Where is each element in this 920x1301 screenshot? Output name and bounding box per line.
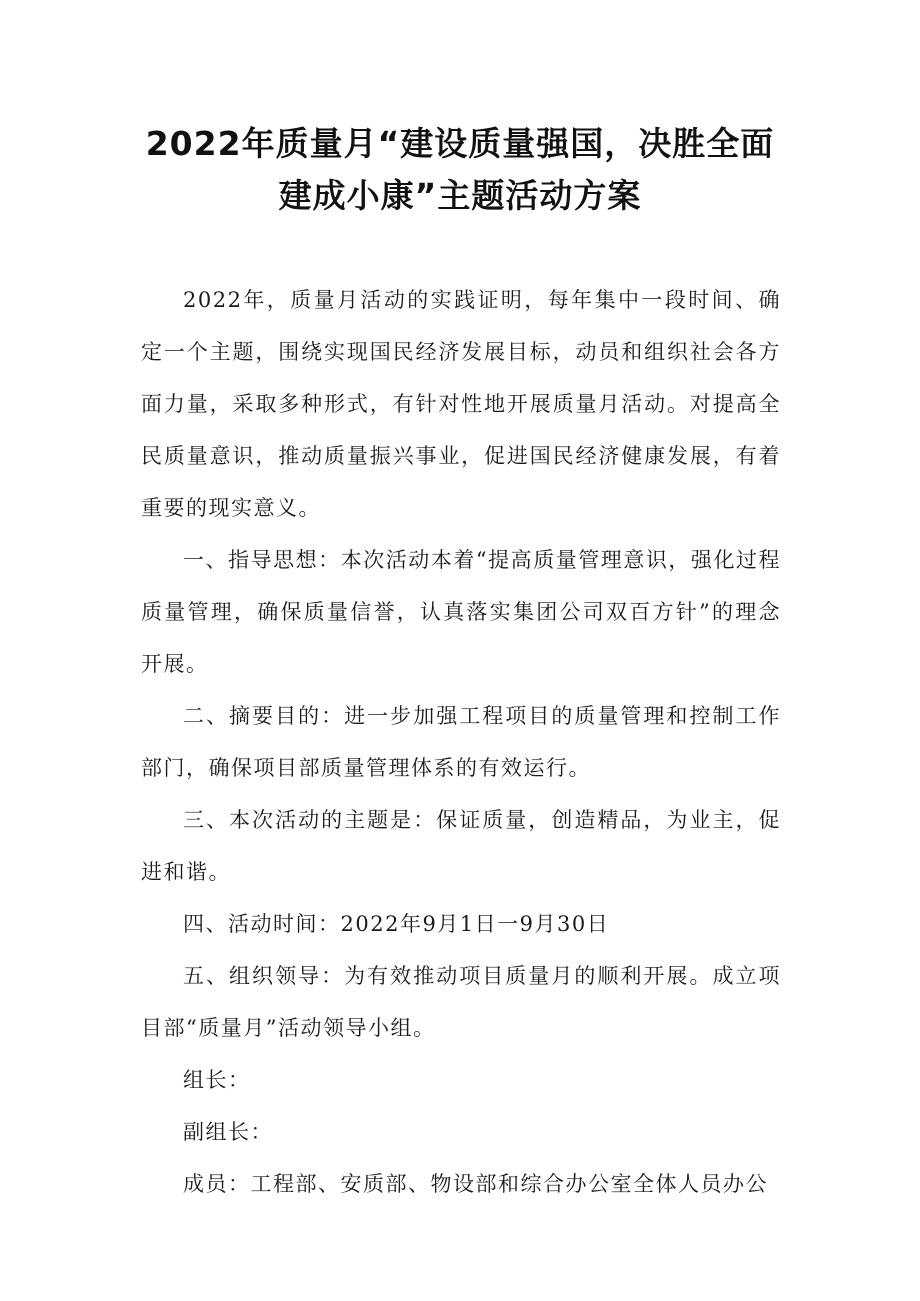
activity-time-paragraph: 四、活动时间：2022年9月1日一9月30日	[183, 912, 610, 936]
organization-paragraph: 五、组织领导：为有效推动项目质量月的顺利开展。成立项目部“质量月”活动领导小组。	[141, 964, 781, 1040]
purpose-paragraph: 二、摘要目的：进一步加强工程项目的质量管理和控制工作部门，确保项目部质量管理体系的有效运行。	[141, 704, 781, 780]
team-leader-paragraph: 组长：	[183, 1068, 251, 1092]
intro-paragraph: 2022年，质量月活动的实践证明，每年集中一段时间、确定一个主题，围绕实现国民经济发展目标，动员和组织社会各方面力量，采取多种形式，有针对性地开展质量月活动。对提高全民质量意识，推动质量振兴事业，促进国民经济健康发展，有着重要的现实意义。	[141, 288, 781, 520]
deputy-leader-paragraph: 副组长：	[183, 1120, 273, 1144]
theme-paragraph: 三、本次活动的主题是：保证质量，创造精品，为业主，促进和谐。	[141, 808, 781, 884]
document-title-line-2: 建成小康”主题活动方案	[278, 176, 642, 215]
members-paragraph: 成员：工程部、安质部、物设部和综合办公室全体人员办公	[183, 1172, 768, 1196]
guiding-ideology-paragraph: 一、指导思想：本次活动本着“提高质量管理意识，强化过程质量管理，确保质量信誉，认真落实集团公司双百方针”的理念开展。	[141, 548, 781, 676]
document-title-line-1: 2022年质量月“建设质量强国，决胜全面	[145, 124, 775, 163]
document-body	[141, 274, 781, 1210]
